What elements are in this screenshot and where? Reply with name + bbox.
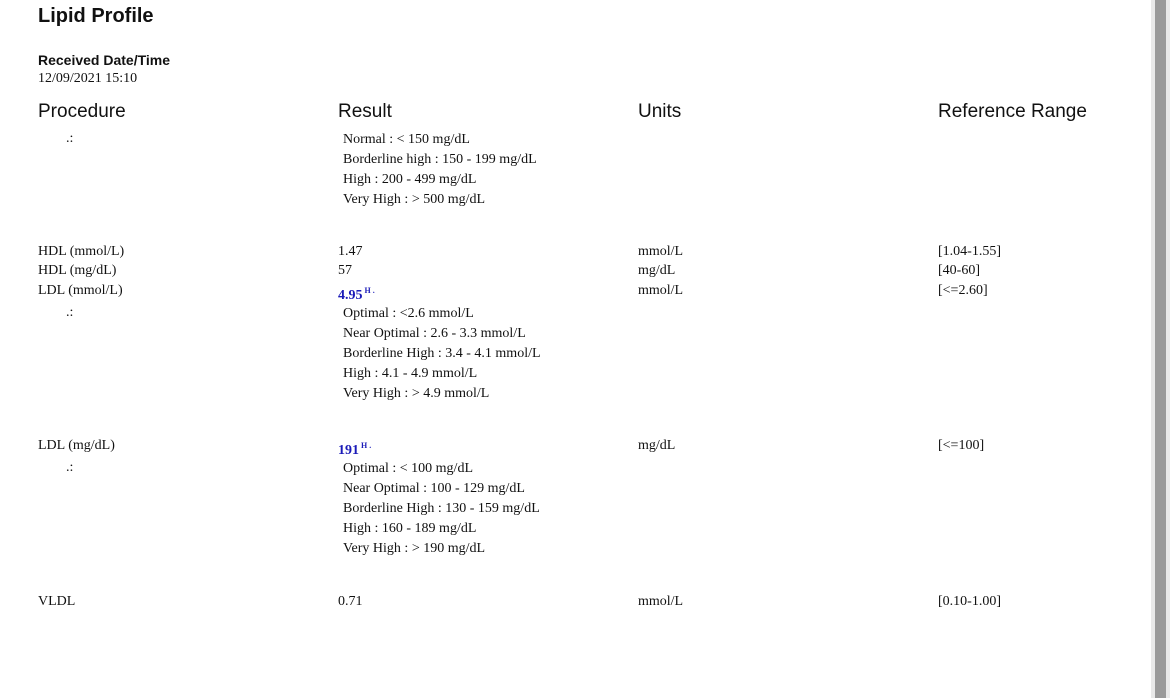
note-line: Very High : > 4.9 mmol/L xyxy=(343,386,490,401)
procedure-cell: VLDL xyxy=(38,594,76,609)
high-flag: H . xyxy=(361,441,372,450)
reference-cell: [40-60] xyxy=(938,263,980,278)
ldl-mg-notes xyxy=(343,459,540,559)
procedure-cell: HDL (mg/dL) xyxy=(38,263,117,278)
received-label: Received Date/Time xyxy=(38,52,171,68)
column-header-procedure: Procedure xyxy=(38,101,126,122)
units-cell: mg/dL xyxy=(638,263,676,278)
vertical-scrollbar[interactable] xyxy=(1151,0,1170,698)
procedure-cell: LDL (mg/dL) xyxy=(38,438,115,453)
separator-mark: .: xyxy=(66,131,74,146)
scrollbar-thumb[interactable] xyxy=(1155,0,1166,698)
note-line: Borderline high : 150 - 199 mg/dL xyxy=(343,152,537,167)
note-line: Very High : > 500 mg/dL xyxy=(343,192,486,207)
abnormal-result-value: 191 xyxy=(338,443,359,458)
units-cell: mmol/L xyxy=(638,594,684,609)
note-line: High : 160 - 189 mg/dL xyxy=(343,521,477,536)
reference-cell: [<=2.60] xyxy=(938,283,988,298)
note-line: High : 4.1 - 4.9 mmol/L xyxy=(343,366,478,381)
high-flag: H . xyxy=(364,286,375,295)
result-cell: 0.71 xyxy=(338,594,363,609)
result-cell xyxy=(338,436,371,461)
received-value: 12/09/2021 15:10 xyxy=(38,71,138,86)
page-title: Lipid Profile xyxy=(38,5,154,27)
reference-cell: [1.04-1.55] xyxy=(938,244,1001,259)
units-cell: mg/dL xyxy=(638,438,676,453)
note-line: Near Optimal : 2.6 - 3.3 mmol/L xyxy=(343,326,526,341)
ldl-mmol-notes xyxy=(343,304,541,404)
procedure-cell: LDL (mmol/L) xyxy=(38,283,123,298)
note-line: Normal : < 150 mg/dL xyxy=(343,132,470,147)
note-line: High : 200 - 499 mg/dL xyxy=(343,172,477,187)
result-cell: 1.47 xyxy=(338,244,363,259)
triglyceride-notes xyxy=(343,130,537,210)
reference-cell: [0.10-1.00] xyxy=(938,594,1001,609)
column-header-result: Result xyxy=(338,101,392,122)
separator-mark: .: xyxy=(66,305,74,320)
units-cell: mmol/L xyxy=(638,244,684,259)
result-cell xyxy=(338,281,375,306)
note-line: Very High : > 190 mg/dL xyxy=(343,541,486,556)
note-line: Near Optimal : 100 - 129 mg/dL xyxy=(343,481,525,496)
reference-cell: [<=100] xyxy=(938,438,985,453)
note-line: Borderline High : 130 - 159 mg/dL xyxy=(343,501,540,516)
column-header-reference-range: Reference Range xyxy=(938,101,1087,122)
note-line: Borderline High : 3.4 - 4.1 mmol/L xyxy=(343,346,541,361)
result-cell: 57 xyxy=(338,263,352,278)
abnormal-result-value: 4.95 xyxy=(338,288,363,303)
separator-mark: .: xyxy=(66,460,74,475)
column-header-units: Units xyxy=(638,101,682,122)
note-line: Optimal : <2.6 mmol/L xyxy=(343,306,474,321)
units-cell: mmol/L xyxy=(638,283,684,298)
procedure-cell: HDL (mmol/L) xyxy=(38,244,125,259)
note-line: Optimal : < 100 mg/dL xyxy=(343,461,473,476)
